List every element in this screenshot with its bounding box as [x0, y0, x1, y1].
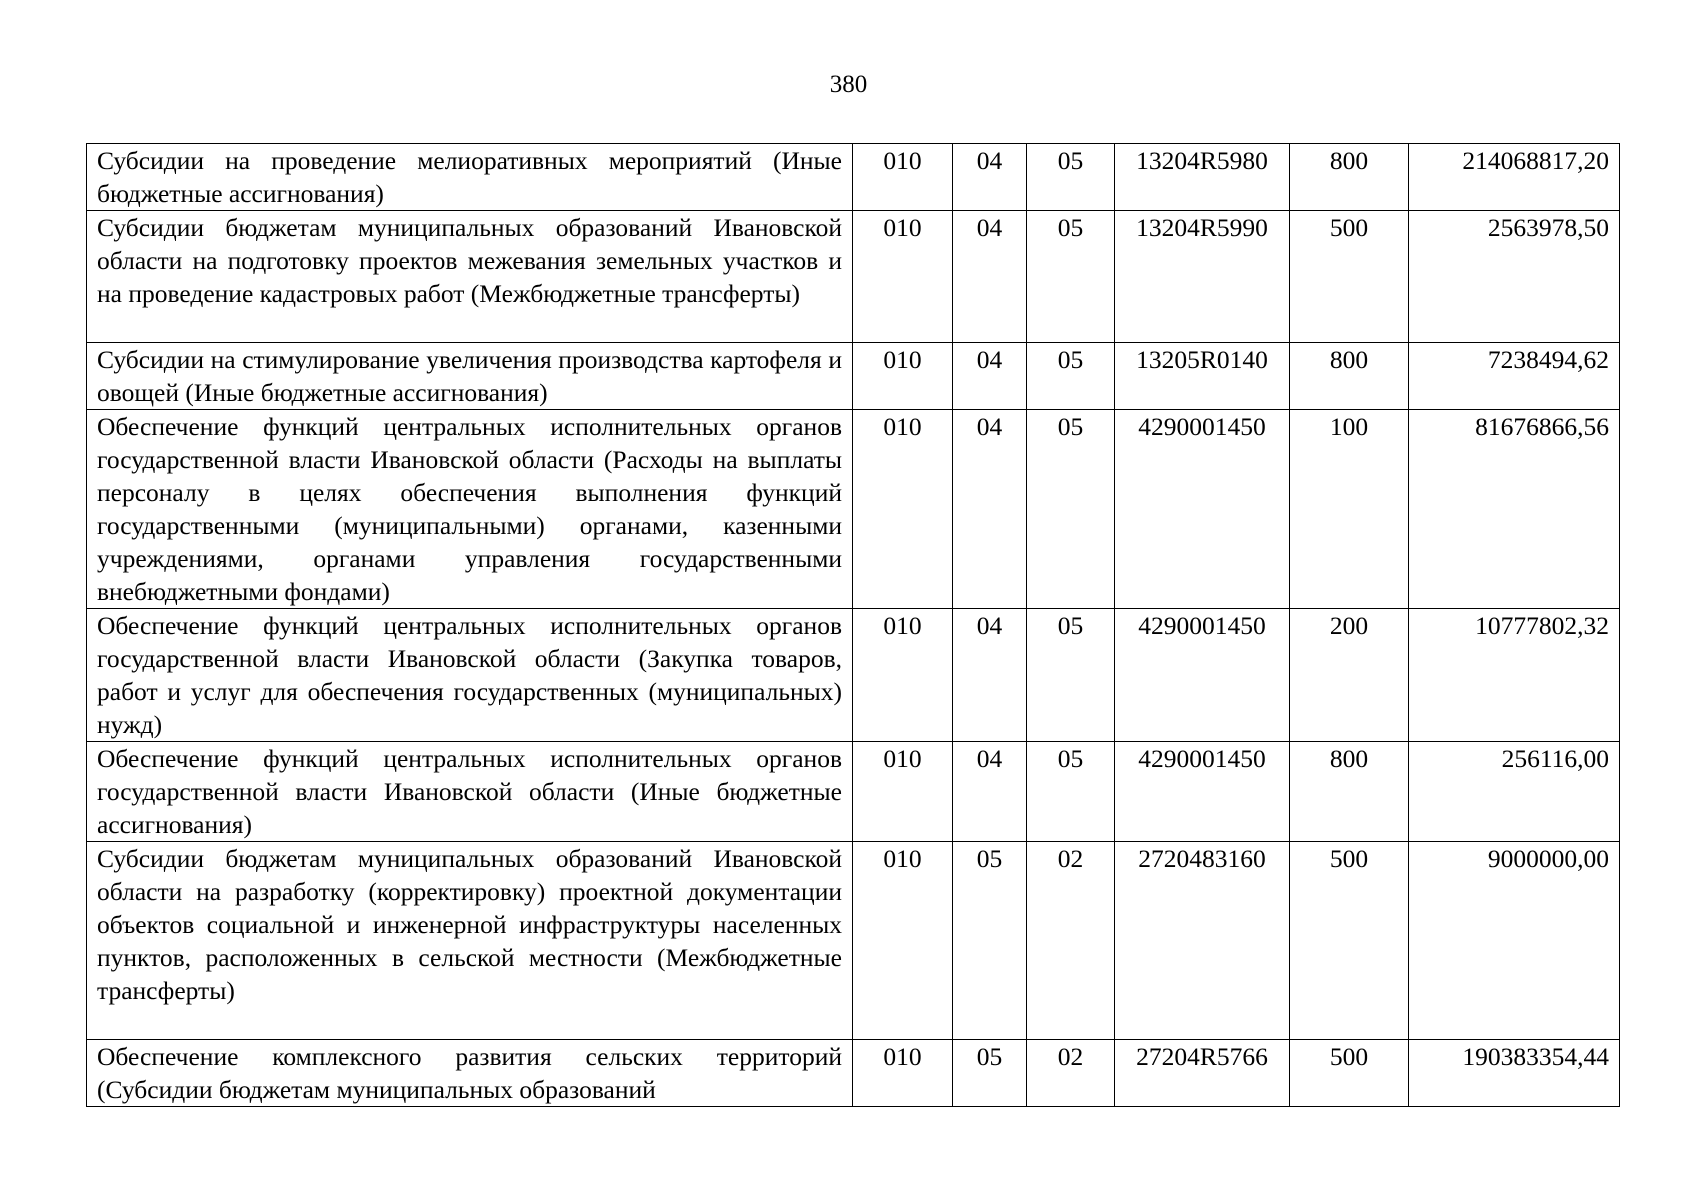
target-article-code: 27204R5766: [1115, 1040, 1290, 1107]
target-article-code: 4290001450: [1115, 609, 1290, 742]
row-description: Обеспечение функций центральных исполнительных органов государственной власти Ивановской области (Расходы на выплаты персоналу в целях обеспечения выполнения функций государственными (муниципальными) органами, казенными учреждениями, органами управления государственными внебюджетными фондами): [87, 410, 853, 609]
target-article-code: 4290001450: [1115, 742, 1290, 842]
subsection-code: 05: [1027, 410, 1115, 609]
ministry-code: 010: [853, 410, 953, 609]
ministry-code: 010: [853, 842, 953, 1040]
table-row: [87, 1040, 1620, 1107]
expense-type-code: 800: [1290, 144, 1409, 211]
table-row: [87, 343, 1620, 410]
section-code: 05: [953, 1040, 1027, 1107]
expense-type-code: 500: [1290, 211, 1409, 343]
ministry-code: 010: [853, 211, 953, 343]
amount-value: 10777802,32: [1409, 609, 1620, 742]
table-row: [87, 842, 1620, 1040]
row-description: Субсидии бюджетам муниципальных образований Ивановской области на разработку (корректировку) проектной документации объектов социальной и инженерной инфраструктуры населенных пунктов, расположенных в сельской местности (Межбюджетные трансферты): [87, 842, 853, 1040]
page-number: 380: [829, 71, 868, 98]
ministry-code: 010: [853, 144, 953, 211]
amount-value: 256116,00: [1409, 742, 1620, 842]
subsection-code: 05: [1027, 609, 1115, 742]
ministry-code: 010: [853, 1040, 953, 1107]
target-article-code: 4290001450: [1115, 410, 1290, 609]
section-code: 04: [953, 609, 1027, 742]
ministry-code: 010: [853, 343, 953, 410]
target-article-code: 13204R5980: [1115, 144, 1290, 211]
row-description: Обеспечение комплексного развития сельских территорий (Субсидии бюджетам муниципальных образований: [87, 1040, 853, 1107]
subsection-code: 05: [1027, 343, 1115, 410]
ministry-code: 010: [853, 742, 953, 842]
section-code: 04: [953, 144, 1027, 211]
row-description: Субсидии бюджетам муниципальных образований Ивановской области на подготовку проектов межевания земельных участков и на проведение кадастровых работ (Межбюджетные трансферты): [87, 211, 853, 343]
subsection-code: 02: [1027, 842, 1115, 1040]
table-row: [87, 742, 1620, 842]
subsection-code: 05: [1027, 144, 1115, 211]
expense-type-code: 100: [1290, 410, 1409, 609]
row-description: Субсидии на стимулирование увеличения производства картофеля и овощей (Иные бюджетные ассигнования): [87, 343, 853, 410]
amount-value: 214068817,20: [1409, 144, 1620, 211]
row-description: Обеспечение функций центральных исполнительных органов государственной власти Ивановской области (Закупка товаров, работ и услуг для обеспечения государственных (муниципальных) нужд): [87, 609, 853, 742]
amount-value: 2563978,50: [1409, 211, 1620, 343]
expense-type-code: 500: [1290, 1040, 1409, 1107]
subsection-code: 02: [1027, 1040, 1115, 1107]
table-row: [87, 144, 1620, 211]
table-row: [87, 410, 1620, 609]
expense-type-code: 500: [1290, 842, 1409, 1040]
row-description: Субсидии на проведение мелиоративных мероприятий (Иные бюджетные ассигнования): [87, 144, 853, 211]
expense-type-code: 800: [1290, 742, 1409, 842]
section-code: 05: [953, 842, 1027, 1040]
amount-value: 81676866,56: [1409, 410, 1620, 609]
target-article-code: 2720483160: [1115, 842, 1290, 1040]
amount-value: 190383354,44: [1409, 1040, 1620, 1107]
subsection-code: 05: [1027, 742, 1115, 842]
budget-table: [86, 143, 1620, 1107]
target-article-code: 13205R0140: [1115, 343, 1290, 410]
section-code: 04: [953, 211, 1027, 343]
row-description: Обеспечение функций центральных исполнительных органов государственной власти Ивановской области (Иные бюджетные ассигнования): [87, 742, 853, 842]
table-row: [87, 211, 1620, 343]
section-code: 04: [953, 742, 1027, 842]
section-code: 04: [953, 410, 1027, 609]
amount-value: 7238494,62: [1409, 343, 1620, 410]
expense-type-code: 200: [1290, 609, 1409, 742]
expense-type-code: 800: [1290, 343, 1409, 410]
subsection-code: 05: [1027, 211, 1115, 343]
table-row: [87, 609, 1620, 742]
section-code: 04: [953, 343, 1027, 410]
amount-value: 9000000,00: [1409, 842, 1620, 1040]
target-article-code: 13204R5990: [1115, 211, 1290, 343]
ministry-code: 010: [853, 609, 953, 742]
